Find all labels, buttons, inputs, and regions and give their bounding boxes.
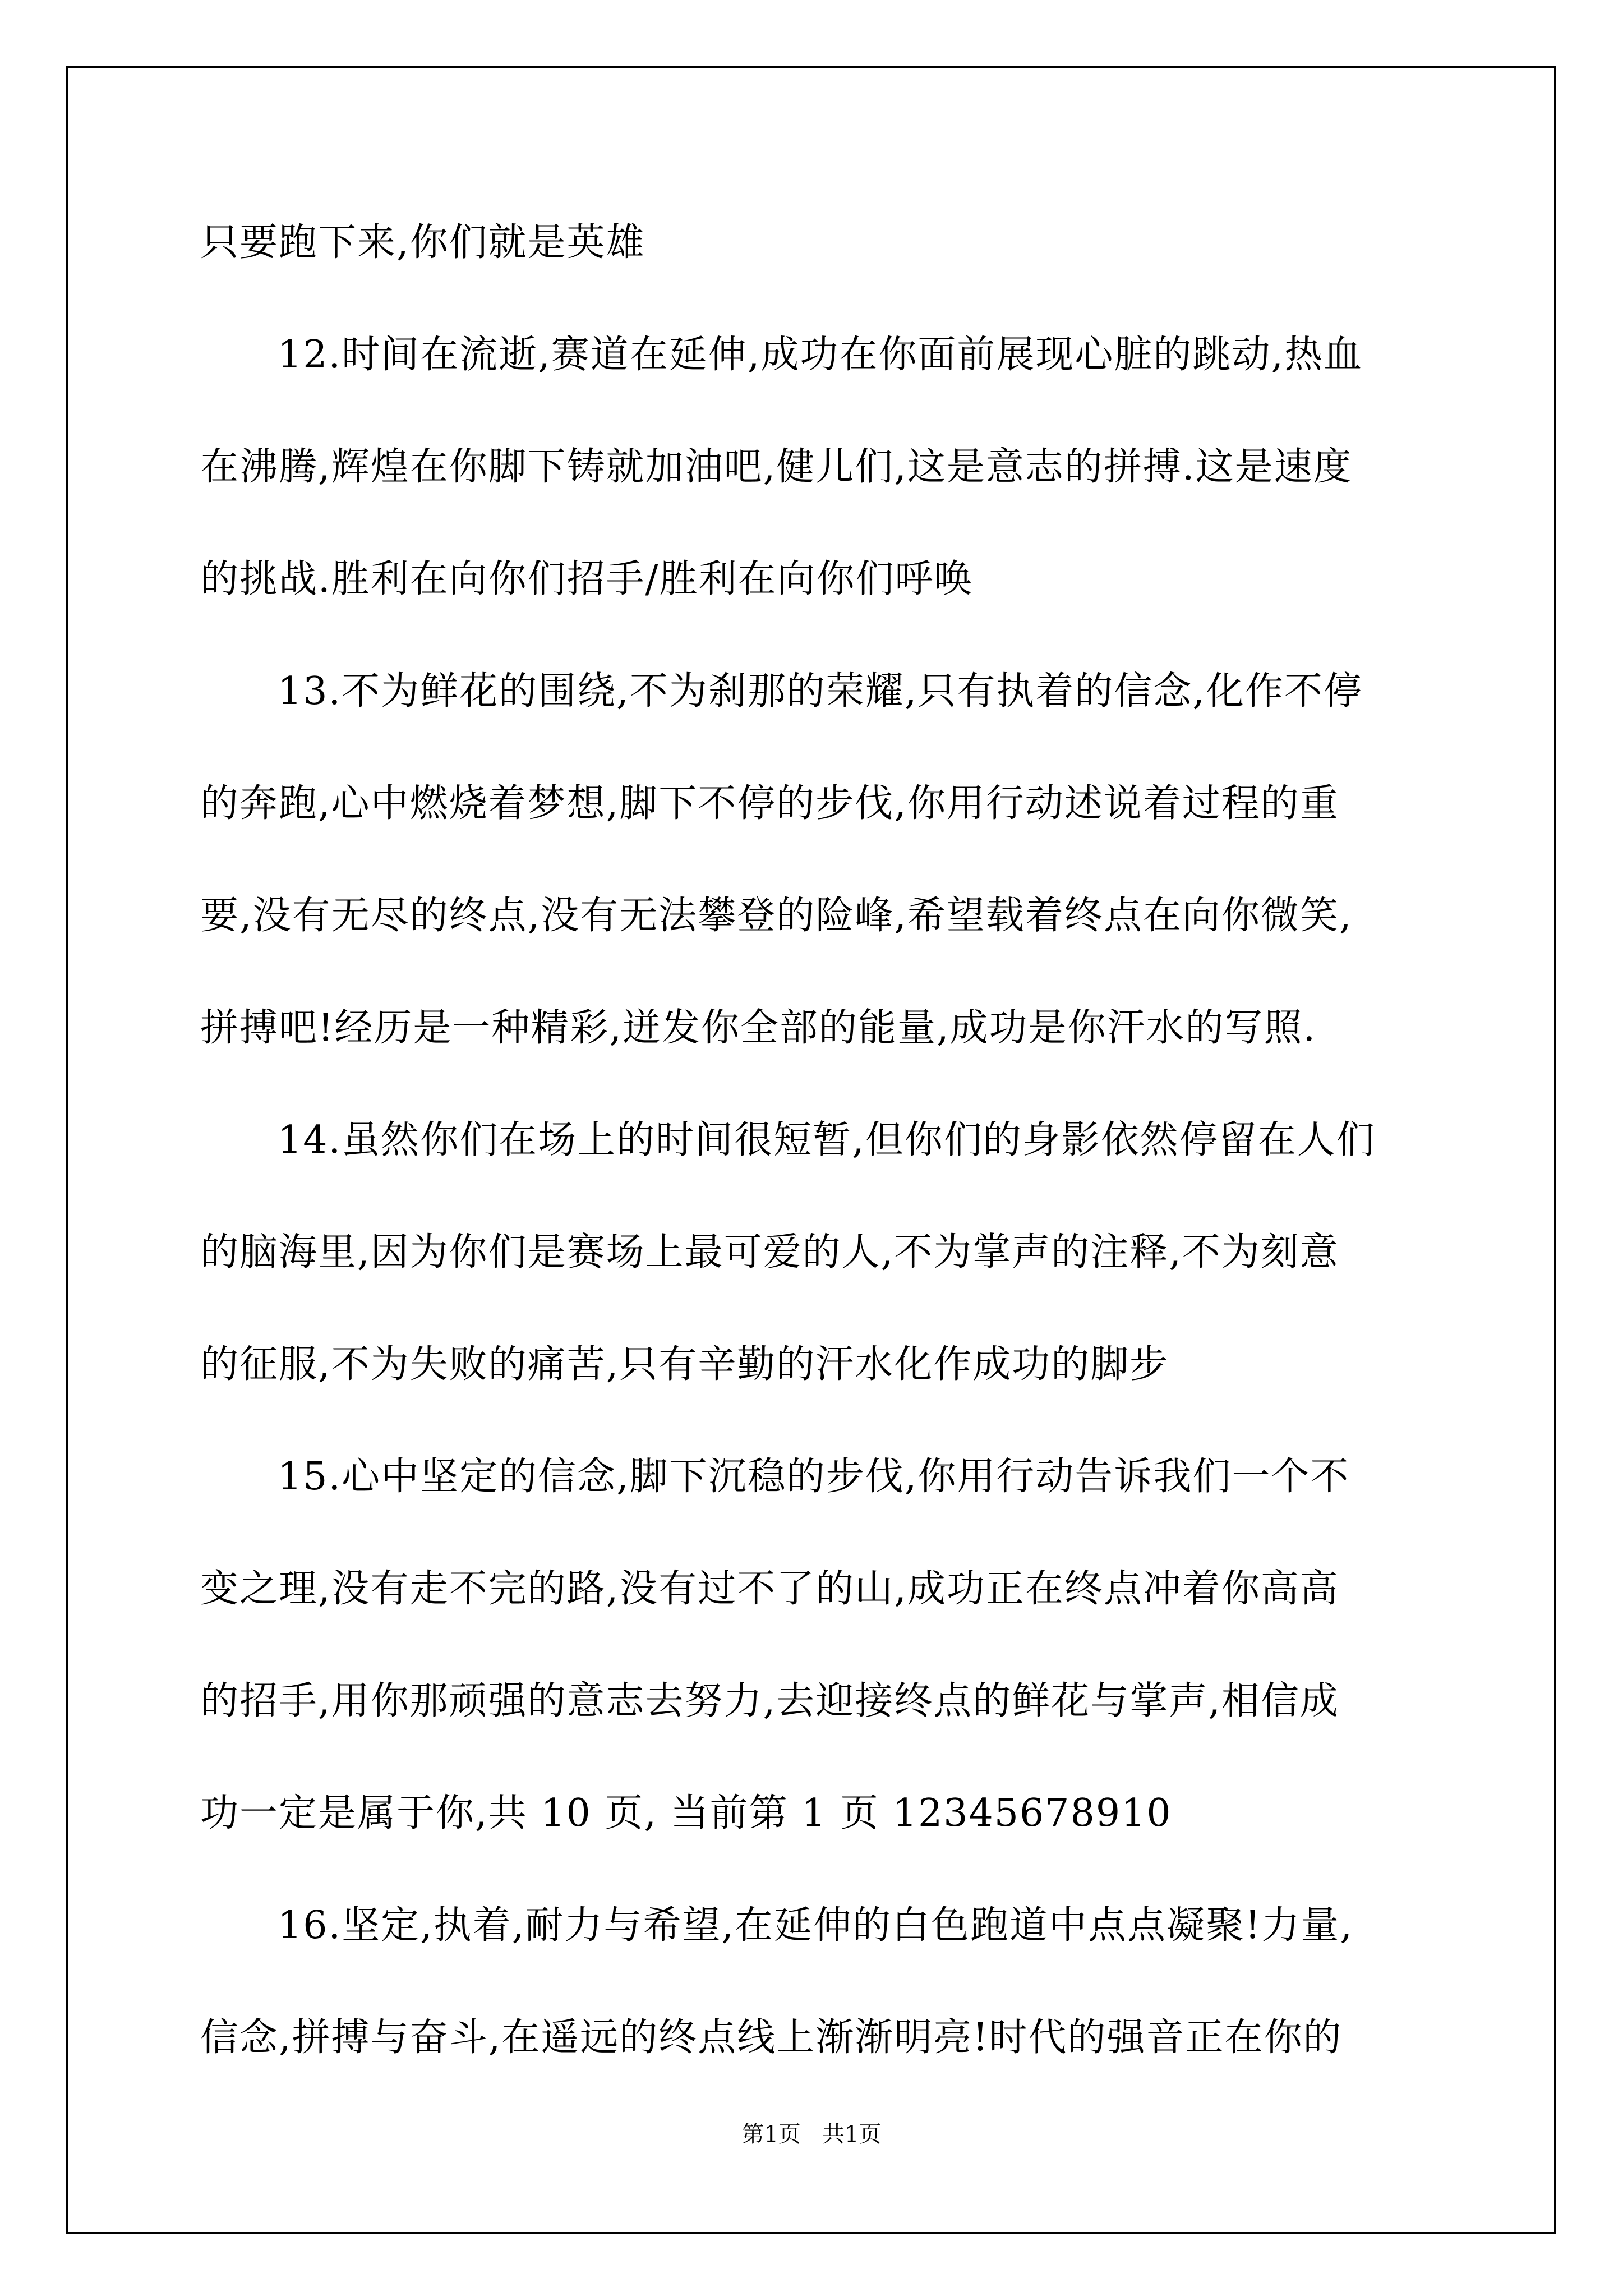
paragraph-14-line-2: 的脑海里,因为你们是赛场上最可爱的人,不为掌声的注释,不为刻意 (200, 1230, 1339, 1274)
paragraph-13-line-3: 要,没有无尽的终点,没有无法攀登的险峰,希望载着终点在向你微笑, (200, 894, 1353, 938)
paragraph-15-line-1: 15.心中坚定的信念,脚下沉稳的步伐,你用行动告诉我们一个不 (278, 1455, 1350, 1499)
paragraph-14-line-3: 的征服,不为失败的痛苦,只有辛勤的汗水化作成功的脚步 (200, 1342, 1169, 1387)
paragraph-15-line-4: 功一定是属于你,共 10 页, 当前第 1 页 12345678910 (200, 1791, 1172, 1835)
paragraph-12-line-2: 在沸腾,辉煌在你脚下铸就加油吧,健儿们,这是意志的拼搏.这是速度 (200, 445, 1353, 489)
paragraph-12-line-3: 的挑战.胜利在向你们招手/胜利在向你们呼唤 (200, 557, 974, 601)
paragraph-13-line-2: 的奔跑,心中燃烧着梦想,脚下不停的步伐,你用行动述说着过程的重 (200, 781, 1339, 826)
paragraph-12-line-1: 12.时间在流逝,赛道在延伸,成功在你面前展现心脏的跳动,热血 (278, 333, 1363, 377)
text-line: 只要跑下来,你们就是英雄 (200, 220, 645, 265)
paragraph-16-line-2: 信念,拼搏与奋斗,在遥远的终点线上渐渐明亮!时代的强音正在你的 (200, 2016, 1343, 2060)
paragraph-14-line-1: 14.虽然你们在场上的时间很短暂,但你们的身影依然停留在人们 (278, 1118, 1376, 1162)
page-footer: 第1页 共1页 (741, 2122, 882, 2147)
paragraph-16-line-1: 16.坚定,执着,耐力与希望,在延伸的白色跑道中点点凝聚!力量, (278, 1903, 1353, 1948)
paragraph-15-line-2: 变之理,没有走不完的路,没有过不了的山,成功正在终点冲着你高高 (200, 1567, 1339, 1611)
paragraph-15-line-3: 的招手,用你那顽强的意志去努力,去迎接终点的鲜花与掌声,相信成 (200, 1679, 1339, 1723)
paragraph-13-line-1: 13.不为鲜花的围绕,不为刹那的荣耀,只有执着的信念,化作不停 (278, 669, 1363, 714)
paragraph-13-line-4: 拼搏吧!经历是一种精彩,迸发你全部的能量,成功是你汗水的写照. (200, 1006, 1317, 1050)
